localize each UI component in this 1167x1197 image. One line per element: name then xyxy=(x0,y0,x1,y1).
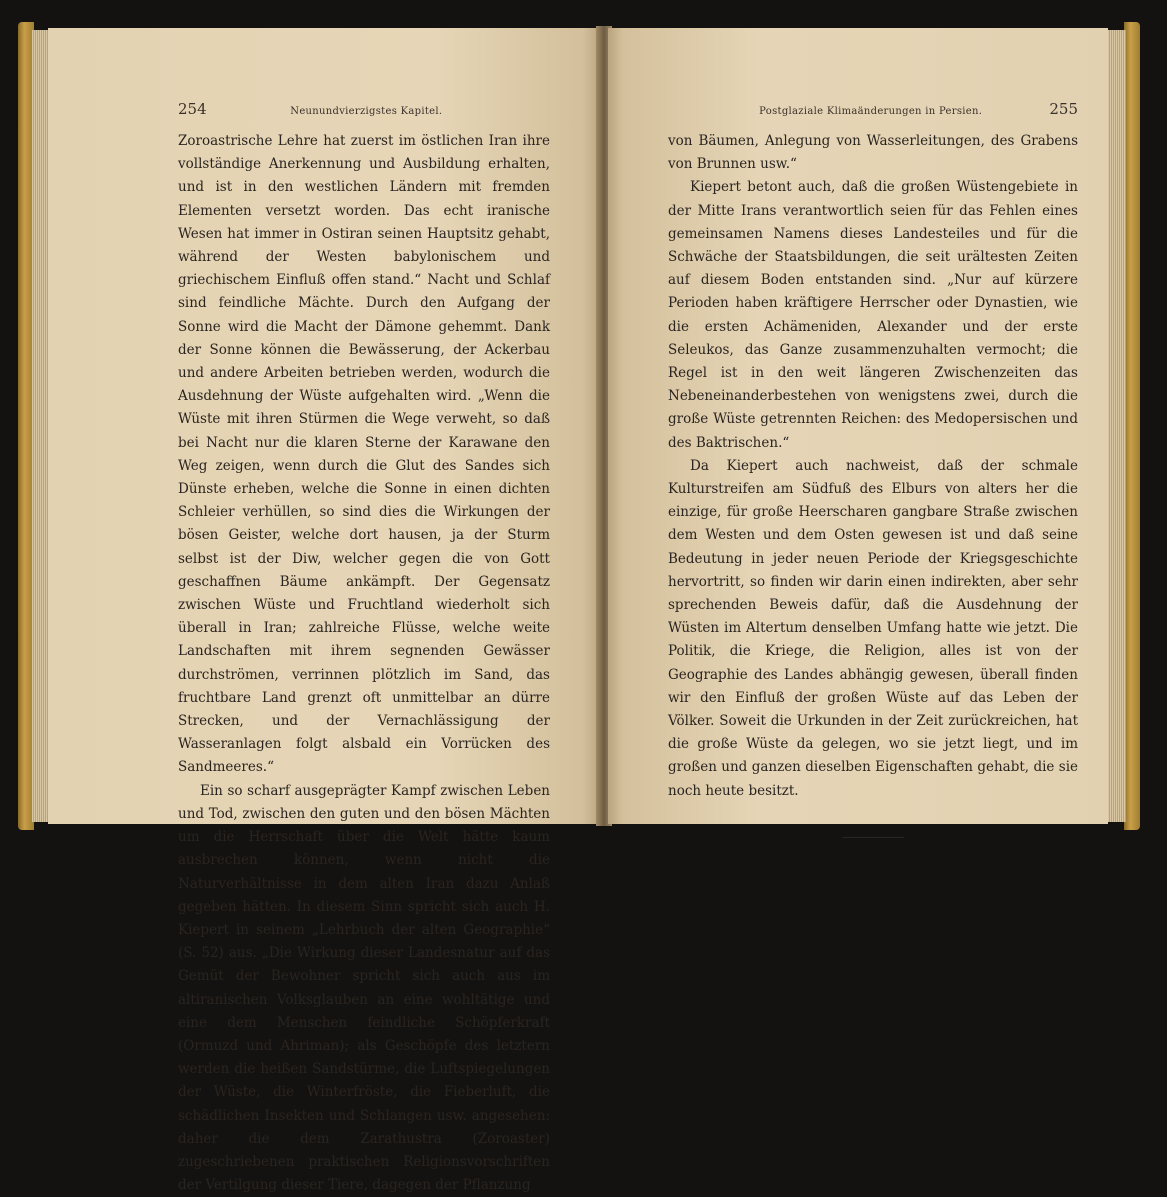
right-paragraph: Da Kiepert auch nachweist, daß der schmale Kulturstreifen am Südfuß des Elburs von alters her die einzige, für große Heerscharen gangbare Straße zwischen dem Westen und dem Osten gewesen ist und daß seine Bedeutung in jeder neuen Periode der Kriegsgeschichte hervortritt, so finden wir darin einen indirekten, aber sehr sprechenden Beweis dafür, daß die Ausdehnung der Wüsten im Altertum denselben Umfang hatte wie jetzt. Die Politik, die Kriege, die Religion, alles ist von der Geographie des Landes abhängig gewesen, überall finden wir den Einfluß der großen Wüste auf das Leben der Völker. Soweit die Urkunden in der Zeit zurückreichen, hat die große Wüste da gelegen, wo sie jetzt liegt, und im großen und ganzen dieselben Eigenschaften gehabt, die sie noch heute besitzt. xyxy=(668,457,1078,799)
right-body-text xyxy=(668,130,1078,803)
right-page-number: 255 xyxy=(1049,100,1078,118)
left-paragraph: Zoroastrische Lehre hat zuerst im östlichen Iran ihre vollständige Anerkennung und Ausbildung erhalten, und ist in den westlichen Ländern mit fremden Elementen versetzt worden. Das echt iranische Wesen hat immer in Ostiran seinen Hauptsitz gehabt, während der Westen babylonischem und griechischem Einfluß offen stand.“ Nacht und Schlaf sind feindliche Mächte. Durch den Aufgang der Sonne wird die Macht der Dämone gehemmt. Dank der Sonne können die Bewässerung, der Ackerbau und andere Arbeiten betrieben werden, wodurch die Ausdehnung der Wüste aufgehalten wird. „Wenn die Wüste mit ihren Stürmen die Wege verweht, so daß bei Nacht nur die klaren Sterne der Karawane den Weg zeigen, wenn durch die Glut des Sandes sich Dünste erheben, welche die Sonne in einen dichten Schleier verhüllen, so sind dies die Wirkungen der bösen Geister, welche dort hausen, ja der Sturm selbst ist der Diw, welcher gegen die von Gott geschaffnen Bäume ankämpft. Der Gegensatz zwischen Wüste und Fruchtland wiederholt sich überall in Iran; zahlreiche Flüsse, welche weite Landschaften mit ihrem segnenden Gewässer durchströmen, verrinnen plötzlich im Sand, das fruchtbare Land grenzt oft unmittelbar an dürre Strecken, und der Vernachlässigung der Wasseranlagen folgt alsbald ein Vorrücken des Sandmeeres.“ xyxy=(178,133,550,776)
right-page xyxy=(608,28,1108,824)
section-end-rule xyxy=(842,837,904,838)
open-book xyxy=(18,22,1140,1194)
right-section-title: Postglaziale Klimaänderungen in Persien. xyxy=(759,106,983,117)
left-page-number: 254 xyxy=(178,100,207,118)
book-cover-right-edge xyxy=(1124,22,1140,830)
left-body-text xyxy=(178,130,550,1197)
left-chapter-title: Neunundvierzigstes Kapitel. xyxy=(290,106,443,117)
left-page xyxy=(48,28,600,1194)
right-paragraph: von Bäumen, Anlegung von Wasserleitungen, des Grabens von Brunnen usw.“ xyxy=(668,133,1078,173)
left-running-head xyxy=(178,100,550,118)
left-paragraph: Ein so scharf ausgeprägter Kampf zwischen Leben und Tod, zwischen den guten und den bösen Mächten um die Herrschaft über die Welt hätte kaum ausbrechen können, wenn nicht die Naturverhältnisse in dem alten Iran dazu Anlaß gegeben hätten. In diesem Sinn spricht sich auch H. Kiepert in seinem „Lehrbuch der alten Geographie“ (S. 52) aus. „Die Wirkung dieser Landesnatur auf das Gemüt der Bewohner spricht sich auch aus im altiranischen Volksglauben an eine wohltätige und eine dem Menschen feindliche Schöpferkraft (Ormuzd und Ahriman); als Geschöpfe des letztern werden die heißen Sandstürme, die Luftspiegelungen der Wüste, die Winterfröste, die Fieberluft, die schädlichen Insekten und Schlangen usw. angesehen: daher die dem Zarathustra (Zoroaster) zugeschriebenen praktischen Religionsvorschriften der Vertilgung dieser Tiere, dagegen der Pflanzung xyxy=(178,782,550,1194)
page-stack-right xyxy=(1108,30,1126,822)
right-paragraph: Kiepert betont auch, daß die großen Wüstengebiete in der Mitte Irans verantwortlich seien für das Fehlen eines gemeinsamen Namens dieses Landesteiles und für die Schwäche der Staatsbildungen, die seit urältesten Zeiten auf diesem Boden entstanden sind. „Nur auf kürzere Perioden haben kräftigere Herrscher oder Dynastien, wie die ersten Achämeniden, Alexander und der erste Seleukos, das Ganze zusammenzuhalten vermocht; die Regel ist in den weit längeren Zwischenzeiten das Nebeneinanderbestehen von wenigstens zwei, durch die große Wüste getrennten Reichen: des Medopersischen und des Baktrischen.“ xyxy=(668,179,1078,451)
right-running-head xyxy=(668,100,1078,118)
